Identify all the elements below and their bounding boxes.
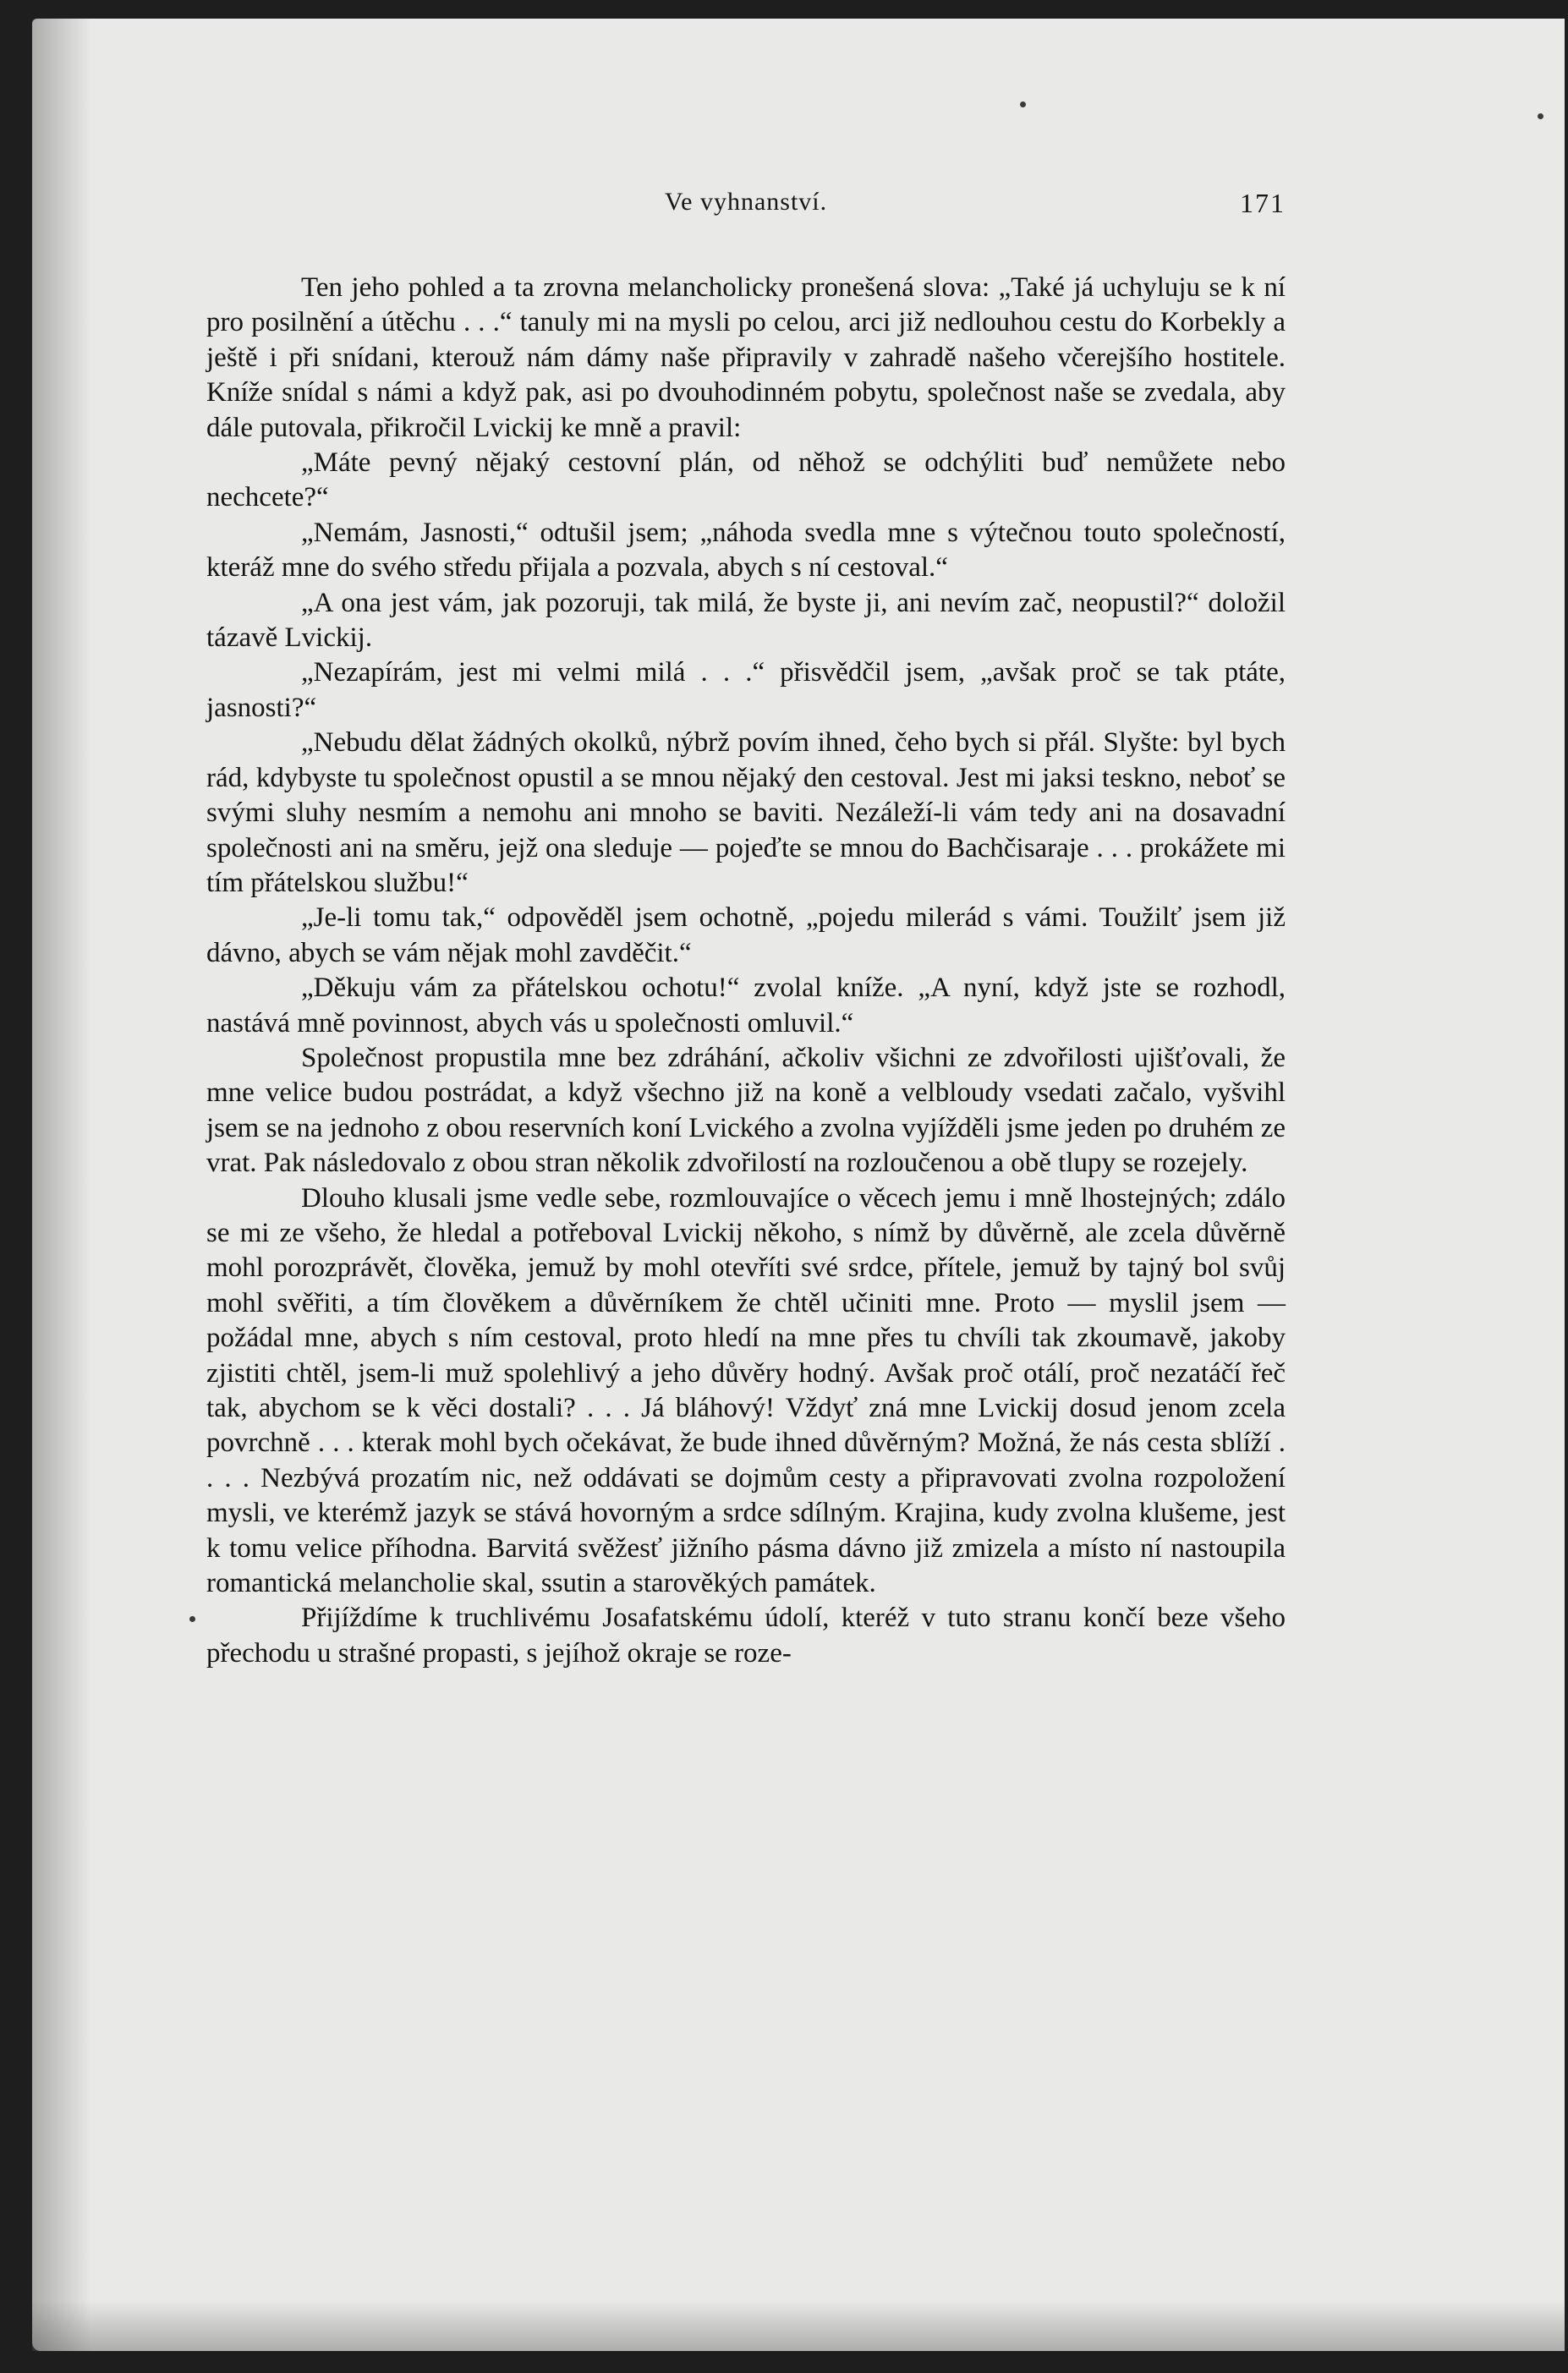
paragraph: Přijíždíme k truchlivému Josafatskému údolí, kteréž v tuto stranu končí beze všeho přechodu u strašné propasti, s jejíhož okraje se roze-: [206, 1603, 1286, 1669]
paragraph: „A ona jest vám, jak pozoruji, tak milá, že byste ji, ani nevím zač, neopustil?“ doložil tázavě Lvickij.: [206, 587, 1286, 654]
paragraph: „Nemám, Jasnosti,“ odtušil jsem; „náhoda svedla mne s výtečnou touto společností, kteráž mne do svého středu přijala a pozvala, abych s ní cestoval.“: [206, 517, 1286, 584]
paragraph: „Nebudu dělat žádných okolků, nýbrž povím ihned, čeho bych si přál. Slyšte: byl bych rád, kdybyste tu společnost opustil a se mnou nějaký den cestoval. Jest mi jaksi teskno, neboť se svými sluhy nesmím a nemohu ani mnoho se baviti. Nezáleží-li vám tedy ani na dosavadní společnosti ani na směru, jejž ona sleduje — pojeďte se mnou do Bachčisaraje . . . prokážete mi tím přátelskou službu!“: [206, 727, 1286, 898]
running-title: Ve vyhnanství.: [664, 188, 828, 216]
paragraph: Ten jeho pohled a ta zrovna melancholicky pronešená slova: „Také já uchyluju se k ní pro posilnění a útěchu . . .“ tanuly mi na mysli po celou, arci již nedlouhou cestu do Korbekly a ještě i při snídani, kterouž nám dámy naše připravily v zahradě našeho včerejšího hostitele. Kníže snídal s námi a když pak, asi po dvouhodinném pobytu, společnost naše se zvedala, aby dále putovala, přikročil Lvickij ke mně a pravil:: [206, 272, 1286, 443]
print-speck: [1020, 101, 1026, 107]
paragraph: „Máte pevný nějaký cestovní plán, od něhož se odchýliti buď nemůžete nebo nechcete?“: [206, 447, 1286, 513]
print-speck: [189, 1616, 195, 1622]
page-gutter-shadow: [32, 19, 91, 2351]
body-text: [206, 271, 1286, 1671]
paragraph: Dlouho klusali jsme vedle sebe, rozmlouvajíce o věcech jemu i mně lhostejných; zdálo se mi ze všeho, že hledal a potřeboval Lvickij někoho, s nímž by důvěrně, ale zcela důvěrně mohl porozprávět, člověka, jemuž by mohl otevříti své srdce, přítele, jemuž by tajný bol svůj mohl svěřiti, a tím člověkem a důvěrníkem že chtěl učiniti mne. Proto — myslil jsem — požádal mne, abych s ním cestoval, proto hledí na mne přes tu chvíli tak zkoumavě, jakoby zjistiti chtěl, jsem-li muž spolehlivý a jeho důvěry hodný. Avšak proč otálí, proč nezatáčí řeč tak, abychom se k věci dostali? . . . Já bláhový! Vždyť zná mne Lvickij dosud jenom zcela povrchně . . . kterak mohl bych očekávat, že bude ihned důvěrným? Možná, že nás cesta sblíží . . . . Nezbývá prozatím nic, než oddávati se dojmům cesty a připravovati zvolna rozpoložení mysli, ve kterémž jazyk se stává hovorným a srdce sdílným. Krajina, kudy zvolna klušeme, jest k tomu velice příhodna. Barvitá svěžesť jižního pásma dávno již zmizela a místo ní nastoupila romantická melancholie skal, ssutin a starověkých památek.: [206, 1182, 1286, 1599]
paragraph: Společnost propustila mne bez zdráhání, ačkoliv všichni ze zdvořilosti ujišťovali, že mne velice budou postrádat, a když všechno již na koně a velbloudy vsedati začalo, vyšvihl jsem se na jednoho z obou reservních koní Lvického a zvolna vyjížděli jsme jeden po druhém ze vrat. Pak následovalo z obou stran několik zdvořilostí na rozloučenou a obě tlupy se rozejely.: [206, 1042, 1286, 1179]
print-speck: [1538, 113, 1543, 119]
page-header: [206, 188, 1286, 230]
paragraph: „Je-li tomu tak,“ odpověděl jsem ochotně, „pojedu milerád s vámi. Toužilť jsem již dávno, abych se vám nějak mohl zavděčit.“: [206, 902, 1286, 968]
page-bottom-shadow: [32, 2300, 1565, 2351]
page-number: 171: [1240, 188, 1286, 218]
paragraph: „Děkuju vám za přátelskou ochotu!“ zvolal kníže. „A nyní, když jste se rozhodl, nastává mně povinnost, abych vás u společnosti omluvil.“: [206, 973, 1286, 1039]
paragraph: „Nezapírám, jest mi velmi milá . . .“ přisvědčil jsem, „avšak proč se tak ptáte, jasnosti?“: [206, 657, 1286, 723]
